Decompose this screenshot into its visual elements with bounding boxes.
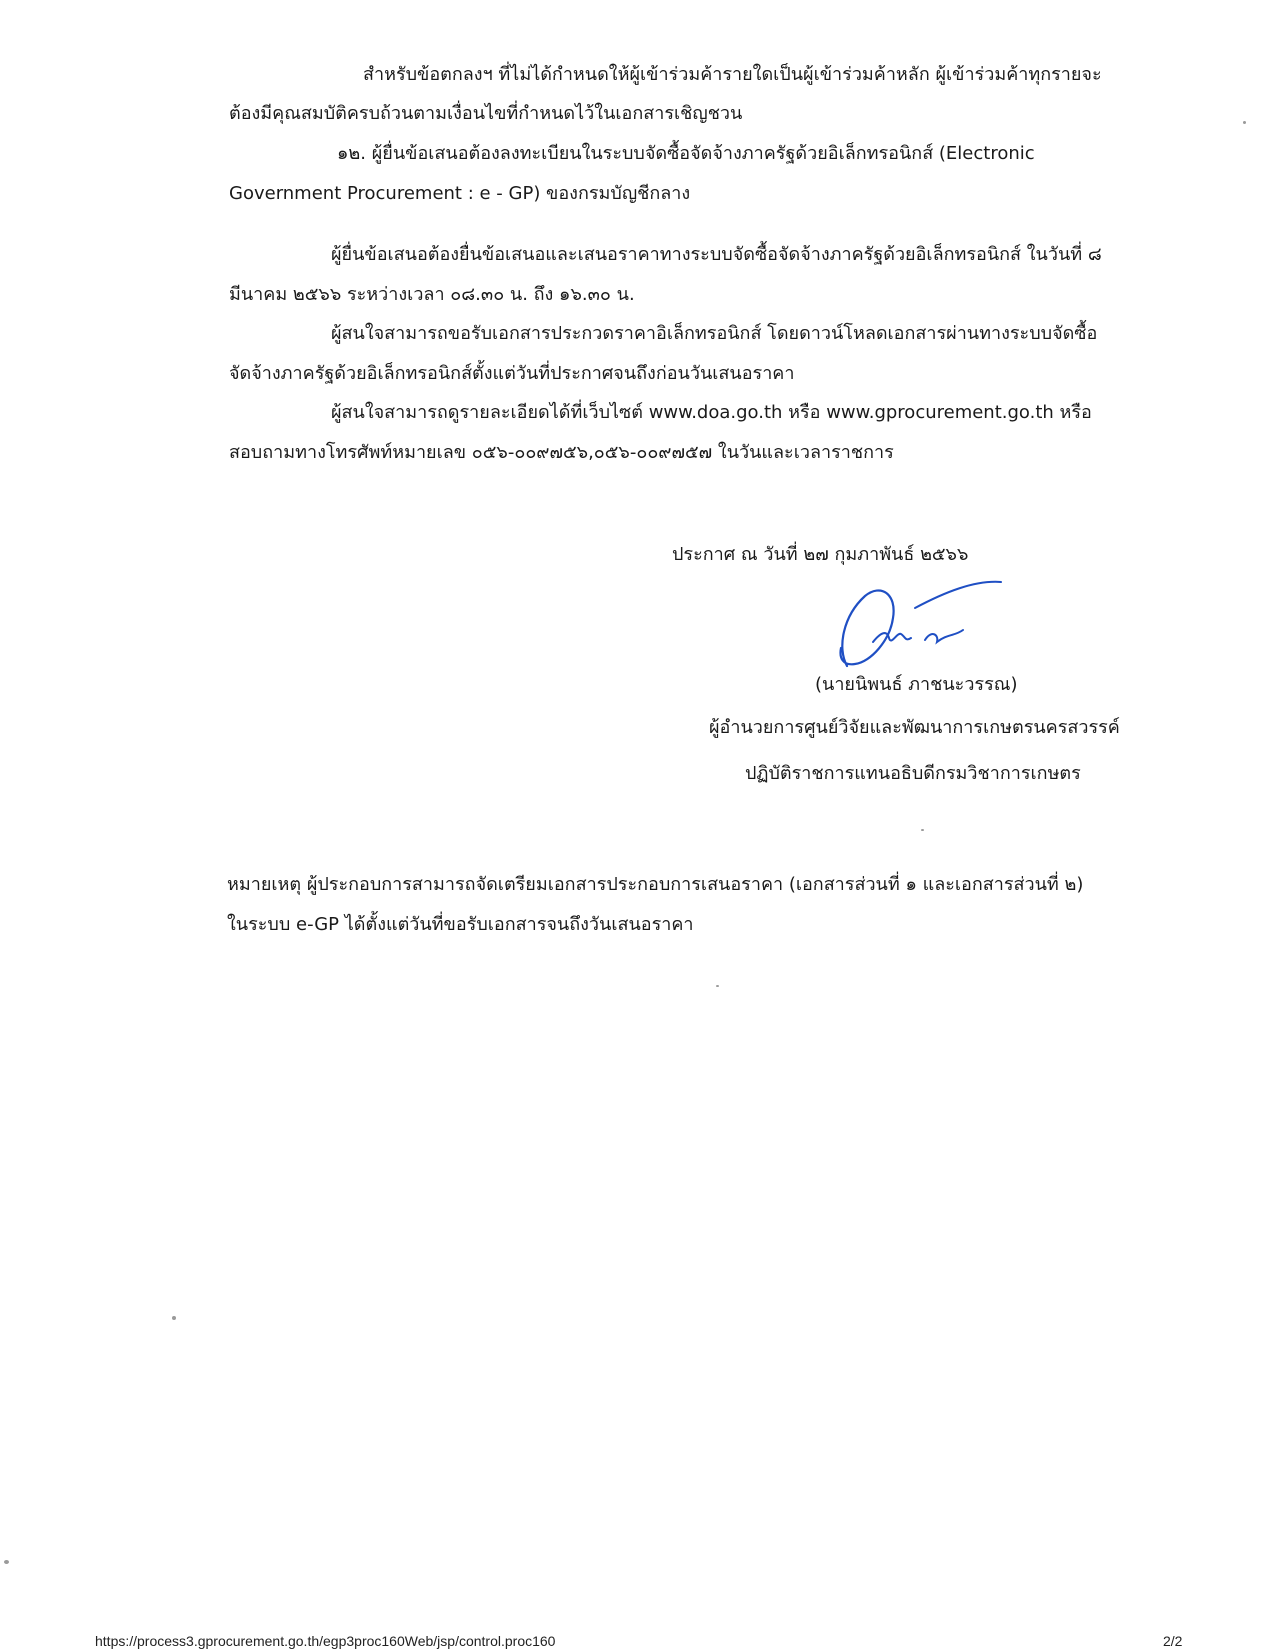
paragraph-3-line-2: มีนาคม ๒๕๖๖ ระหว่างเวลา ๐๘.๓๐ น. ถึง ๑๖.๓๐ น. [229, 284, 635, 305]
paragraph-5-line-1: ผู้สนใจสามารถดูรายละเอียดได้ที่เว็บไซต์ www.doa.go.th หรือ www.gprocurement.go.th หรือ [331, 402, 1092, 423]
scan-speck [172, 1316, 176, 1320]
scan-speck [716, 985, 719, 987]
announcement-date: ประกาศ ณ วันที่ ๒๗ กุมภาพันธ์ ๒๕๖๖ [672, 544, 969, 565]
signer-role: ปฏิบัติราชการแทนอธิบดีกรมวิชาการเกษตร [745, 763, 1081, 784]
paragraph-5-line-2: สอบถามทางโทรศัพท์หมายเลข ๐๕๖-๐๐๙๗๕๖,๐๕๖-๐๐๙๗๕๗ ในวันและเวลาราชการ [229, 442, 894, 463]
signature-image [835, 578, 1010, 676]
paragraph-1-line-1: สำหรับข้อตกลงฯ ที่ไม่ได้กำหนดให้ผู้เข้าร่วมค้ารายใดเป็นผู้เข้าร่วมค้าหลัก ผู้เข้าร่วมค้าทุกรายจะ [363, 64, 1102, 85]
footer-url: https://process3.gprocurement.go.th/egp3proc160Web/jsp/control.proc160 [95, 1633, 556, 1649]
paragraph-2-line-2: Government Procurement : e - GP) ของกรมบัญชีกลาง [229, 183, 691, 204]
scan-speck [921, 829, 924, 831]
remark-line-1: หมายเหตุ ผู้ประกอบการสามารถจัดเตรียมเอกสารประกอบการเสนอราคา (เอกสารส่วนที่ ๑ และเอกสารส่วนที่ ๒) [227, 874, 1084, 895]
paragraph-1-line-2: ต้องมีคุณสมบัติครบถ้วนตามเงื่อนไขที่กำหนดไว้ในเอกสารเชิญชวน [229, 103, 743, 124]
scan-speck [1243, 121, 1246, 124]
paragraph-2-line-1: ๑๒. ผู้ยื่นข้อเสนอต้องลงทะเบียนในระบบจัดซื้อจัดจ้างภาครัฐด้วยอิเล็กทรอนิกส์ (Electronic [337, 143, 1035, 164]
signer-name: (นายนิพนธ์ ภาชนะวรรณ) [815, 674, 1018, 695]
paragraph-4-line-1: ผู้สนใจสามารถขอรับเอกสารประกวดราคาอิเล็กทรอนิกส์ โดยดาวน์โหลดเอกสารผ่านทางระบบจัดซื้อ [331, 323, 1098, 344]
signer-title: ผู้อำนวยการศูนย์วิจัยและพัฒนาการเกษตรนครสวรรค์ [709, 717, 1120, 738]
remark-line-2: ในระบบ e-GP ได้ตั้งแต่วันที่ขอรับเอกสารจนถึงวันเสนอราคา [227, 914, 694, 935]
footer-page-number: 2/2 [1163, 1633, 1183, 1649]
paragraph-3-line-1: ผู้ยื่นข้อเสนอต้องยื่นข้อเสนอและเสนอราคาทางระบบจัดซื้อจัดจ้างภาครัฐด้วยอิเล็กทรอนิกส์ ในวันที่ ๘ [331, 244, 1102, 265]
scan-speck [4, 1560, 9, 1564]
paragraph-4-line-2: จัดจ้างภาครัฐด้วยอิเล็กทรอนิกส์ตั้งแต่วันที่ประกาศจนถึงก่อนวันเสนอราคา [229, 363, 795, 384]
